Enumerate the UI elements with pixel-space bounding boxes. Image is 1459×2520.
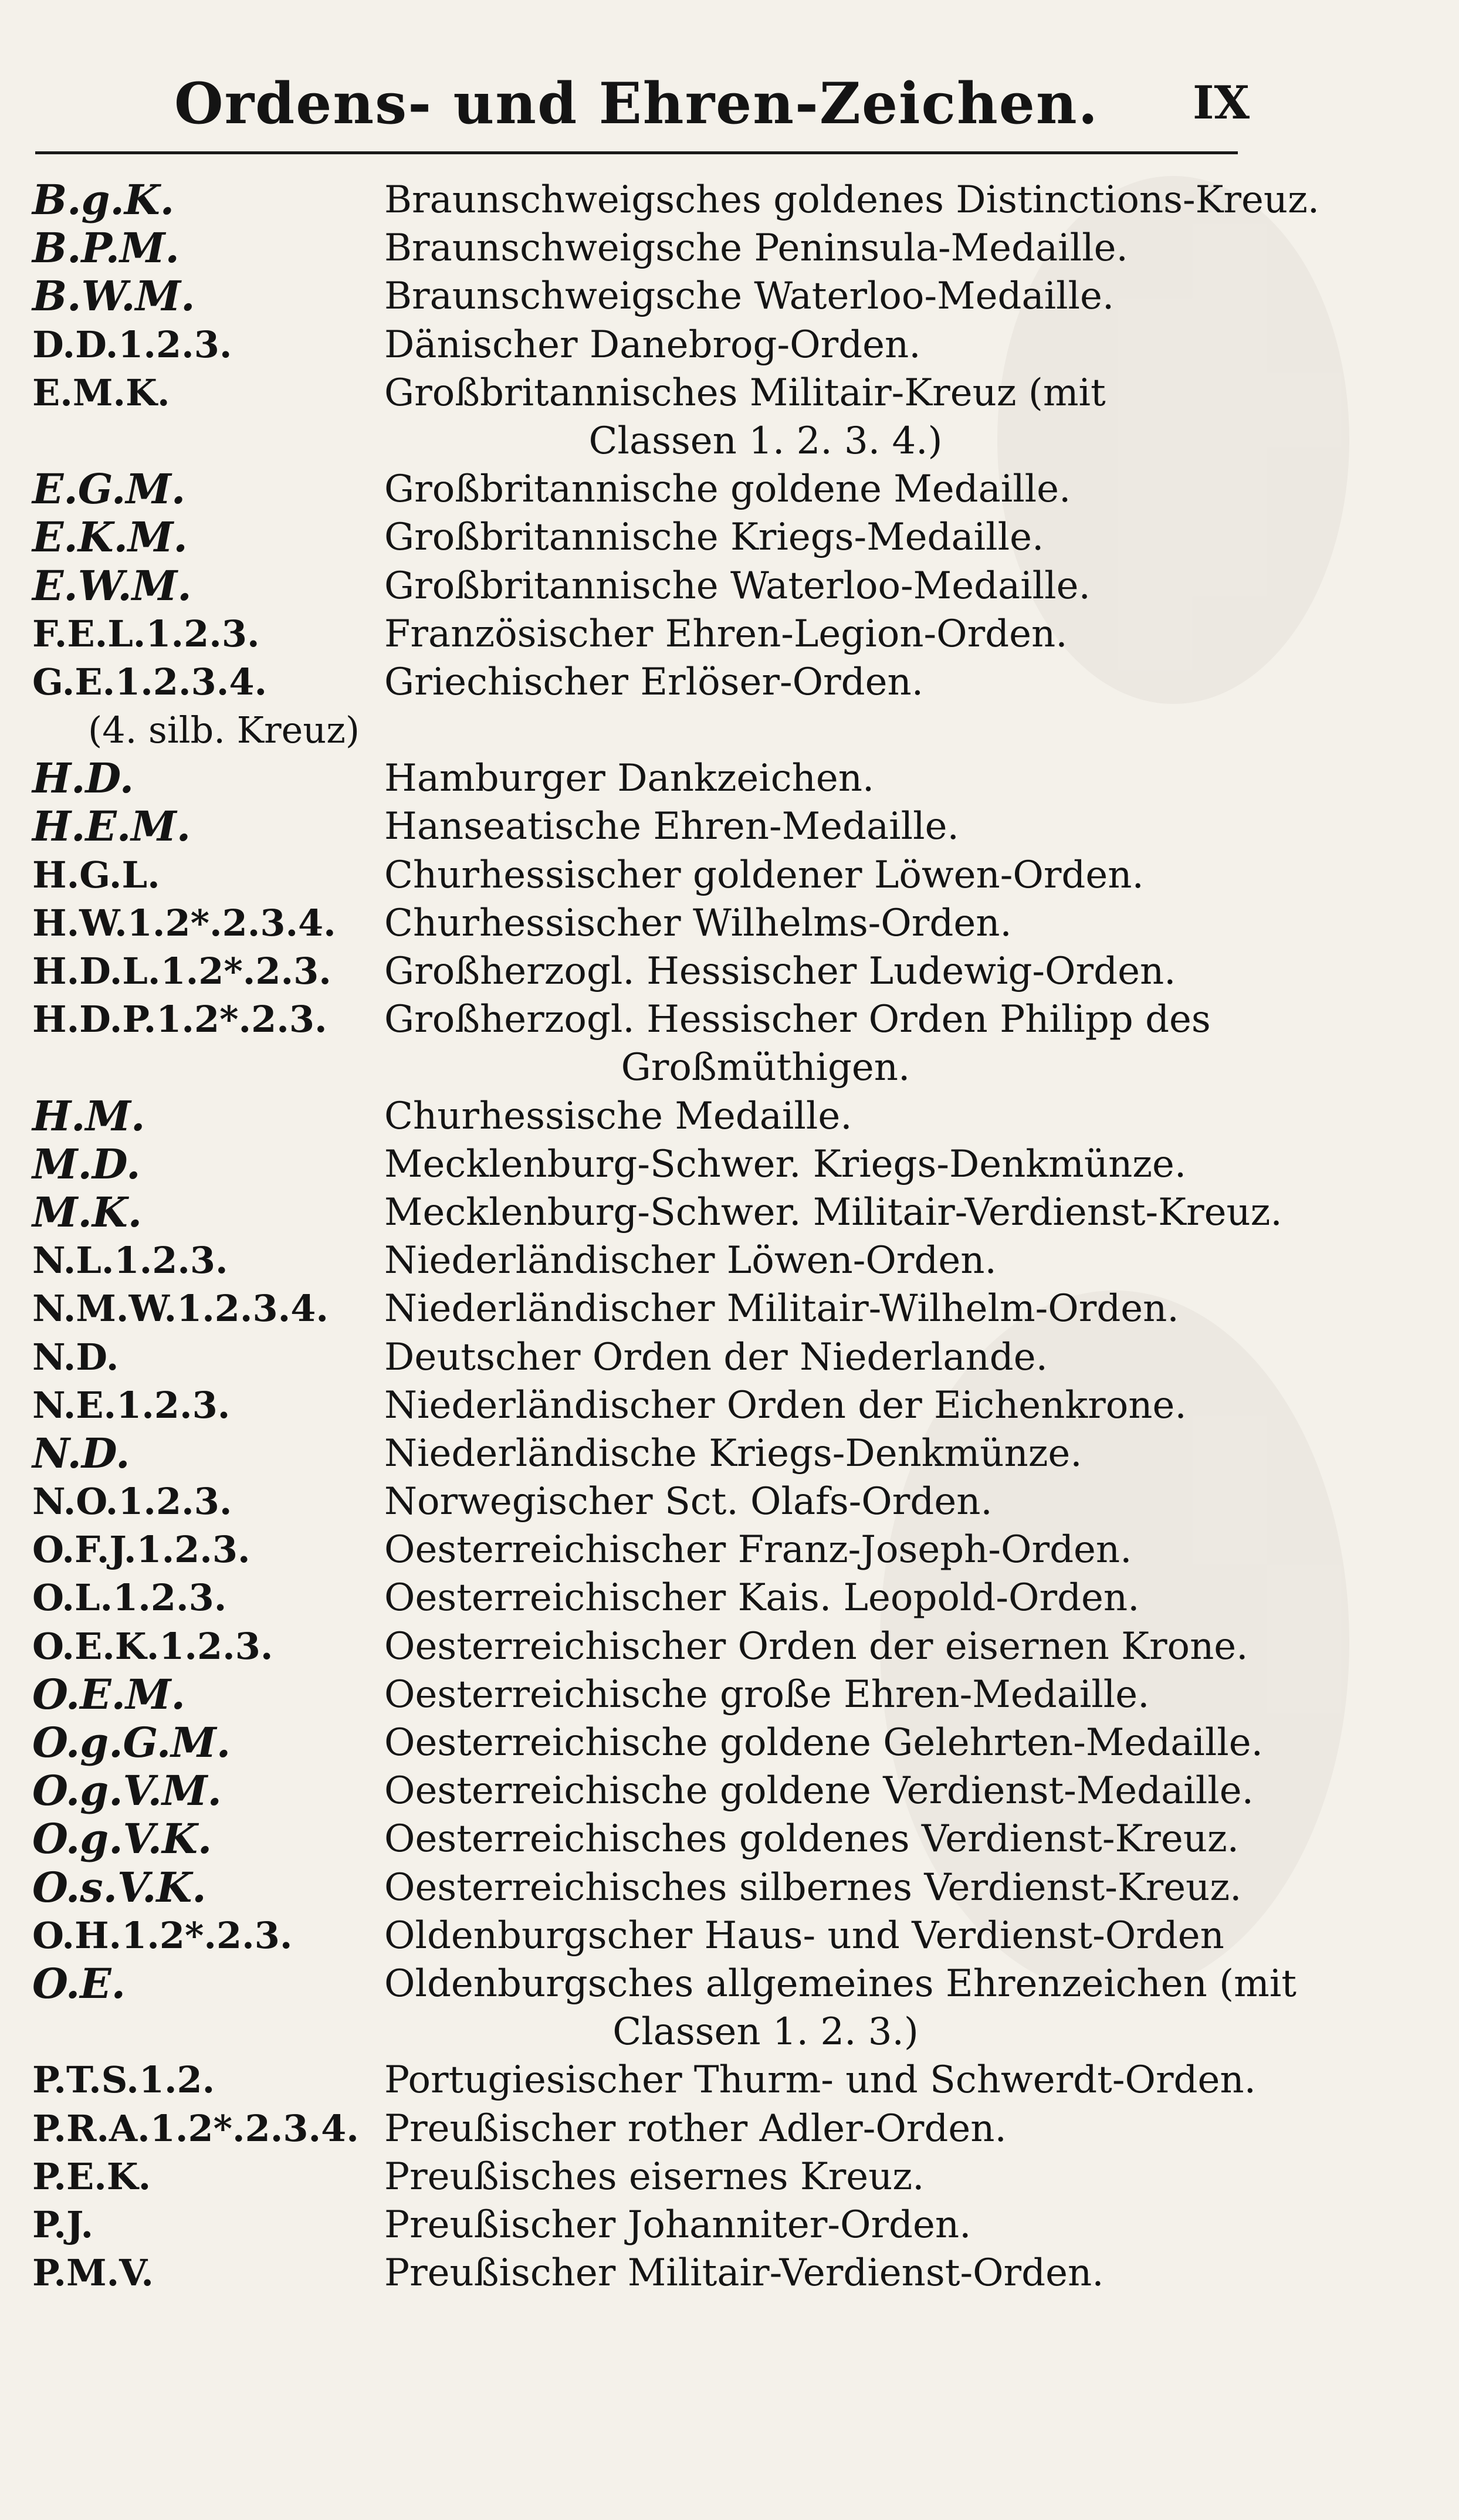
list-item	[32, 465, 1264, 513]
entry-abbreviation: M.K.	[32, 1187, 143, 1237]
list-item	[32, 802, 1264, 851]
entry-description: Braunschweigsche Waterloo-Medaille.	[384, 275, 1115, 319]
page-number: IX	[1192, 76, 1250, 130]
list-item	[32, 1574, 1264, 1622]
entry-continuation: Classen 1. 2. 3. 4.)	[588, 419, 943, 463]
entry-description: Oldenburgscher Haus- und Verdienst-Orden	[384, 1913, 1224, 1957]
entry-description: Hanseatische Ehren-Medaille.	[384, 805, 959, 849]
entry-abbreviation: E.M.K.	[32, 371, 170, 414]
list-item	[32, 1044, 1264, 1092]
header-rule	[35, 151, 1238, 154]
entry-description: Oldenburgsches allgemeines Ehrenzeichen (mit	[384, 1962, 1296, 2006]
list-item	[32, 175, 1320, 224]
entry-description: Oesterreichische goldene Gelehrten-Medaille.	[384, 1721, 1263, 1764]
list-item	[32, 995, 1264, 1044]
entry-description: Großherzogl. Hessischer Orden Philipp des	[384, 998, 1211, 1042]
entry-description: Oesterreichischer Orden der eisernen Krone.	[384, 1624, 1248, 1668]
entry-abbreviation: O.L.1.2.3.	[32, 1576, 227, 1620]
list-item	[32, 1478, 1264, 1526]
entry-abbreviation: M.D.	[32, 1139, 141, 1188]
list-item	[32, 947, 1264, 995]
list-item	[32, 272, 1264, 320]
list-item	[32, 1381, 1264, 1430]
list-item	[32, 658, 1264, 706]
abbreviation-list	[32, 175, 1320, 2297]
entry-abbreviation: B.W.M.	[32, 272, 195, 321]
entry-description: Oesterreichisches silbernes Verdienst-Kreuz.	[384, 1865, 1242, 1909]
list-item	[32, 706, 1264, 754]
entry-abbreviation: N.D.	[32, 1335, 119, 1378]
entry-abbreviation: O.g.V.M.	[32, 1766, 222, 1816]
list-item	[32, 321, 1264, 369]
list-item	[32, 2008, 1264, 2056]
entry-description: Churhessischer Wilhelms-Orden.	[384, 901, 1012, 945]
list-item	[32, 1671, 1264, 1719]
entry-description: Niederländische Kriegs-Denkmünze.	[384, 1431, 1082, 1475]
entry-abbreviation: H.D.L.1.2*.2.3.	[32, 950, 331, 993]
entry-abbreviation: O.s.V.K.	[32, 1862, 207, 1912]
entry-description: Niederländischer Militair-Wilhelm-Orden.	[384, 1287, 1179, 1331]
list-item	[32, 1187, 1282, 1237]
entry-description: Oesterreichische goldene Verdienst-Medaille.	[384, 1769, 1254, 1813]
entry-description: Braunschweigsche Peninsula-Medaille.	[384, 226, 1128, 270]
list-item	[32, 369, 1264, 417]
entry-description: Oesterreichischer Kais. Leopold-Orden.	[384, 1576, 1140, 1620]
entry-abbreviation: N.M.W.1.2.3.4.	[32, 1287, 329, 1330]
list-item	[32, 1959, 1296, 2008]
list-item	[32, 610, 1264, 658]
entry-description: Großbritannische Waterloo-Medaille.	[384, 564, 1091, 608]
list-item	[32, 754, 1264, 802]
entry-description: Preußischer rother Adler-Orden.	[384, 2106, 1007, 2150]
list-item	[32, 899, 1264, 947]
entry-abbreviation: F.E.L.1.2.3.	[32, 612, 260, 655]
entry-description: Churhessische Medaille.	[384, 1094, 852, 1138]
entry-abbreviation: H.D.	[32, 754, 134, 803]
list-item	[32, 1912, 1264, 1960]
entry-abbreviation: O.E.	[32, 1959, 126, 2008]
list-item	[32, 417, 1264, 465]
list-item	[32, 562, 1264, 610]
entry-description: Hamburger Dankzeichen.	[384, 757, 875, 801]
entry-description: Großbritannisches Militair-Kreuz (mit	[384, 371, 1106, 415]
entry-description: Oesterreichische große Ehren-Medaille.	[384, 1672, 1150, 1716]
list-item	[32, 224, 1264, 272]
entry-abbreviation: H.W.1.2*.2.3.4.	[32, 901, 336, 944]
list-item	[32, 1864, 1264, 1912]
entry-description: Preußisches eisernes Kreuz.	[384, 2155, 925, 2199]
entry-abbreviation: O.E.K.1.2.3.	[32, 1624, 273, 1668]
entry-description: Churhessischer goldener Löwen-Orden.	[384, 853, 1144, 897]
list-item	[32, 2153, 1264, 2201]
entry-abbreviation: D.D.1.2.3.	[32, 323, 232, 366]
entry-abbreviation: B.P.M.	[32, 223, 180, 273]
list-item	[32, 1815, 1264, 1863]
list-item	[32, 2201, 1264, 2249]
list-item	[32, 1526, 1264, 1574]
entry-description: Oesterreichisches goldenes Verdienst-Kreuz.	[384, 1817, 1239, 1861]
list-item	[32, 2105, 1264, 2153]
entry-abbreviation: H.E.M.	[32, 802, 191, 851]
entry-abbreviation: B.g.K.	[32, 175, 175, 224]
entry-abbreviation: O.g.G.M.	[32, 1718, 231, 1767]
entry-abbreviation: P.M.V.	[32, 2251, 154, 2295]
entry-abbreviation: O.H.1.2*.2.3.	[32, 1913, 293, 1957]
list-item	[32, 513, 1264, 561]
entry-description: Braunschweigsches goldenes Distinctions-Kreuz.	[384, 178, 1320, 222]
entry-abbreviation: O.E.M.	[32, 1669, 185, 1719]
list-item	[32, 1285, 1264, 1333]
entry-abbreviation: P.T.S.1.2.	[32, 2058, 215, 2102]
entry-abbreviation: N.D.	[32, 1428, 130, 1478]
entry-abbreviation: N.L.1.2.3.	[32, 1239, 228, 1282]
list-item	[32, 2056, 1264, 2104]
page-header	[35, 70, 1250, 141]
entry-note: (4. silb. Kreuz)	[88, 709, 360, 752]
list-item	[32, 1237, 1264, 1285]
entry-abbreviation: N.E.1.2.3.	[32, 1383, 231, 1427]
entry-abbreviation: E.W.M.	[32, 561, 192, 610]
entry-abbreviation: H.M.	[32, 1091, 145, 1140]
entry-description: Portugiesischer Thurm- und Schwerdt-Orden.	[384, 2058, 1256, 2102]
entry-abbreviation: E.K.M.	[32, 513, 188, 562]
entry-abbreviation: P.R.A.1.2*.2.3.4.	[32, 2106, 359, 2150]
entry-description: Großherzogl. Hessischer Ludewig-Orden.	[384, 950, 1176, 993]
entry-description: Oesterreichischer Franz-Joseph-Orden.	[384, 1528, 1132, 1572]
entry-description: Preußischer Johanniter-Orden.	[384, 2203, 971, 2247]
list-item	[32, 1092, 1264, 1140]
entry-description: Griechischer Erlöser-Orden.	[384, 660, 924, 704]
entry-abbreviation: O.g.V.K.	[32, 1814, 212, 1864]
entry-description: Mecklenburg-Schwer. Militair-Verdienst-Kreuz.	[384, 1190, 1282, 1234]
list-item	[32, 851, 1264, 899]
list-item	[32, 1140, 1264, 1188]
list-item	[32, 1719, 1264, 1767]
list-item	[32, 2249, 1264, 2297]
entry-description: Deutscher Orden der Niederlande.	[384, 1335, 1048, 1379]
list-item	[32, 1430, 1264, 1478]
list-item	[32, 1767, 1264, 1815]
entry-abbreviation: G.E.1.2.3.4.	[32, 660, 268, 703]
entry-description: Norwegischer Sct. Olafs-Orden.	[384, 1480, 993, 1524]
entry-abbreviation: P.J.	[32, 2203, 94, 2246]
entry-description: Französischer Ehren-Legion-Orden.	[384, 612, 1068, 656]
entry-description: Niederländischer Orden der Eichenkrone.	[384, 1383, 1187, 1427]
entry-abbreviation: P.E.K.	[32, 2155, 151, 2198]
entry-continuation: Großmüthigen.	[621, 1046, 910, 1090]
entry-description: Niederländischer Löwen-Orden.	[384, 1239, 997, 1283]
entry-description: Preußischer Militair-Verdienst-Orden.	[384, 2251, 1104, 2295]
entry-description: Dänischer Danebrog-Orden.	[384, 323, 921, 367]
entry-abbreviation: N.O.1.2.3.	[32, 1480, 232, 1523]
list-item	[32, 1623, 1264, 1671]
entry-continuation: Classen 1. 2. 3.)	[612, 2010, 919, 2054]
list-item	[32, 1333, 1264, 1381]
entry-abbreviation: H.G.L.	[32, 853, 160, 896]
page-title: Ordens- und Ehren-Zeichen.	[174, 70, 1099, 137]
entry-abbreviation: H.D.P.1.2*.2.3.	[32, 998, 327, 1041]
entry-description: Großbritannische Kriegs-Medaille.	[384, 516, 1044, 560]
entry-description: Großbritannische goldene Medaille.	[384, 468, 1071, 512]
entry-abbreviation: O.F.J.1.2.3.	[32, 1528, 250, 1571]
entry-abbreviation: E.G.M.	[32, 465, 186, 514]
entry-description: Mecklenburg-Schwer. Kriegs-Denkmünze.	[384, 1142, 1187, 1186]
